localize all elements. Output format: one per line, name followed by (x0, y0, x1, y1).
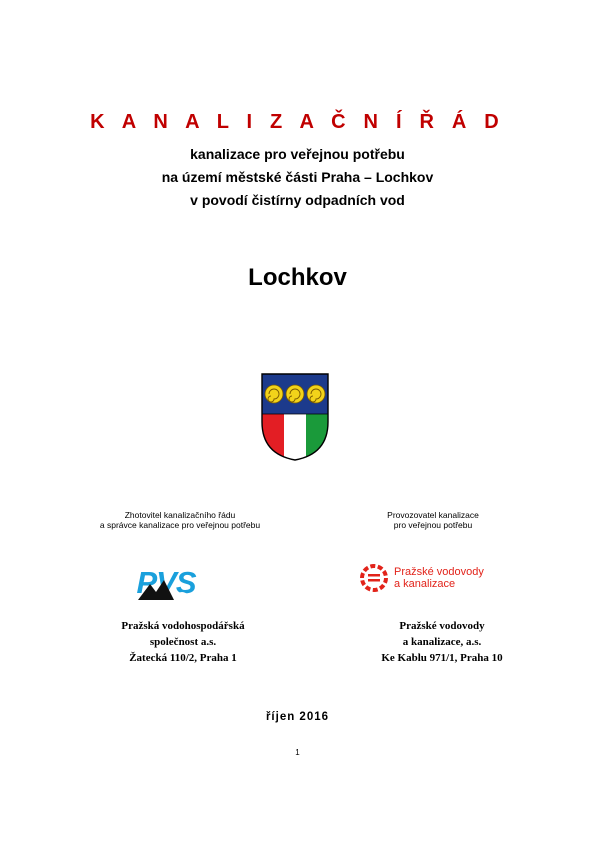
subtitle-line-3: v povodí čistírny odpadních vod (190, 192, 405, 208)
left-role-line-1: Zhotovitel kanalizačního řádu (124, 510, 236, 520)
pvk-logo-text-line-2: a kanalizace (394, 578, 456, 590)
left-role-line-2: a správce kanalizace pro veřejnou potřebu (99, 520, 261, 530)
page-number: 1 (295, 748, 300, 757)
place-name: Lochkov (248, 264, 347, 291)
subtitle-line-1: kanalizace pro veřejnou potřebu (190, 146, 405, 162)
right-company-block (354, 618, 530, 666)
right-role-line-2: pro veřejnou potřebu (393, 520, 473, 530)
right-role-line-1: Provozovatel kanalizace (387, 510, 479, 520)
right-company-address: Ke Kablu 971/1, Praha 10 (381, 652, 503, 664)
right-company-name: Pražské vodovody (399, 620, 485, 632)
left-company-name: Pražská vodohospodářská (121, 620, 245, 632)
document-date: říjen 2016 (265, 711, 330, 723)
subtitle-line-2: na území městské části Praha – Lochkov (161, 169, 434, 185)
pvs-logo-icon (120, 566, 212, 600)
coat-of-arms-icon (260, 372, 330, 462)
pvs-logo-text: PVS (136, 566, 196, 600)
left-role-label (82, 510, 278, 530)
pvk-logo-text-line-1: Pražské vodovody (394, 566, 484, 578)
left-company-type: společnost a.s. (149, 636, 217, 648)
right-company-type: a kanalizace, a.s. (402, 636, 482, 648)
pvk-logo-text (394, 566, 484, 590)
pvk-logo (360, 560, 510, 596)
left-company-block (88, 618, 278, 666)
left-company-address: Žatecká 110/2, Praha 1 (129, 652, 237, 664)
document-title: K A N A L I Z A Č N Í Ř Á D (90, 111, 505, 133)
pvk-logo-icon (360, 562, 388, 594)
right-role-label (348, 510, 518, 530)
